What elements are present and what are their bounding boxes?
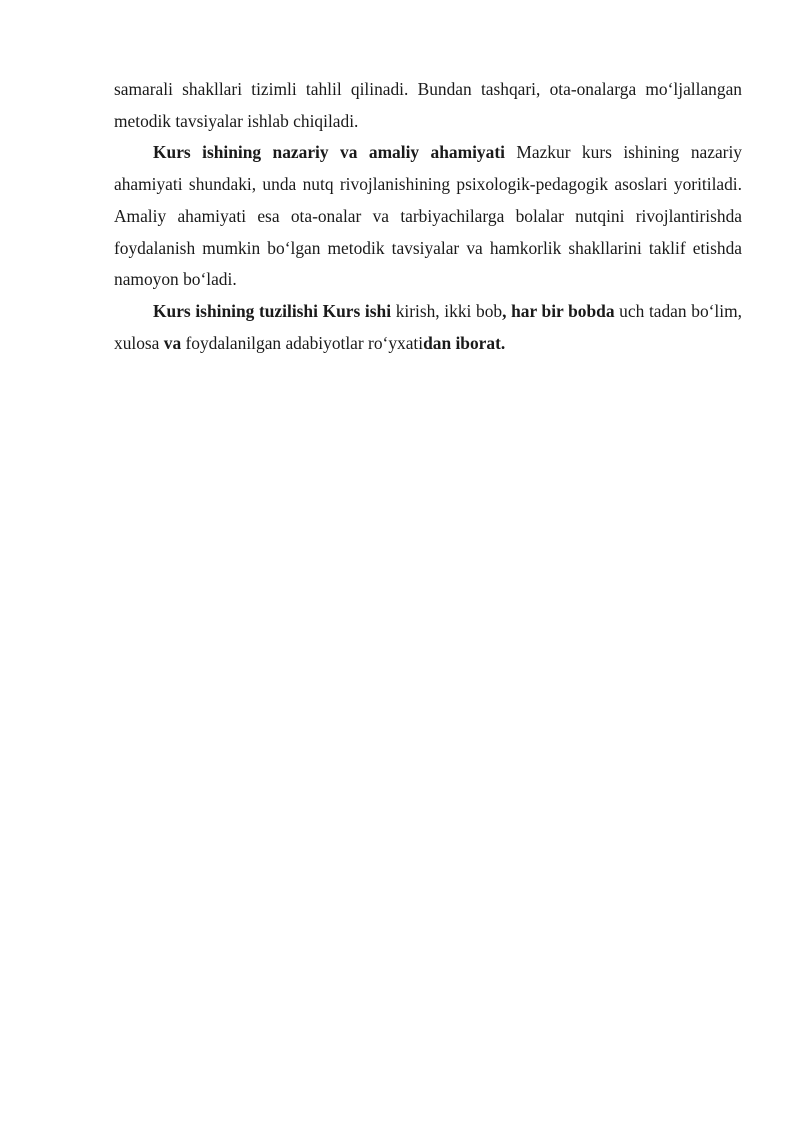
paragraph-text: kirish, ikki bob [391,300,503,321]
bold-phrase: va [163,332,182,353]
paragraph-significance [114,137,742,296]
paragraph-text: Mazkur kurs ishining nazariy ahamiyati shundaki, unda nutq rivojlanishining psixologik-pedagogik asoslari yoritiladi. Amaliy ahamiyati esa ota-onalar va tarbiyachilarga bolalar nutqini rivojlantirishda foydalanish mumkin bo‘lgan metodik tavsiyalar va hamkorlik shakllarini taklif etishda namoyon bo‘ladi. [114,142,742,290]
document-body [114,74,742,359]
bold-phrase: , har bir bobda [502,300,615,321]
bold-phrase: dan iborat. [423,332,506,353]
paragraph-structure [114,296,742,359]
section-heading-structure: Kurs ishining tuzilishi Kurs ishi [153,300,392,321]
paragraph-text: uch tadan bo‘lim, xulosa [114,300,742,353]
paragraph-text: foydalanilgan adabiyotlar ro‘yxati [181,332,424,353]
section-heading-significance: Kurs ishining nazariy va amaliy ahamiyati [153,142,505,163]
paragraph-intro-continuation [114,74,742,137]
paragraph-text: samarali shakllari tizimli tahlil qilinadi. Bundan tashqari, ota-onalarga mo‘ljallangan metodik tavsiyalar ishlab chiqiladi. [114,79,742,131]
